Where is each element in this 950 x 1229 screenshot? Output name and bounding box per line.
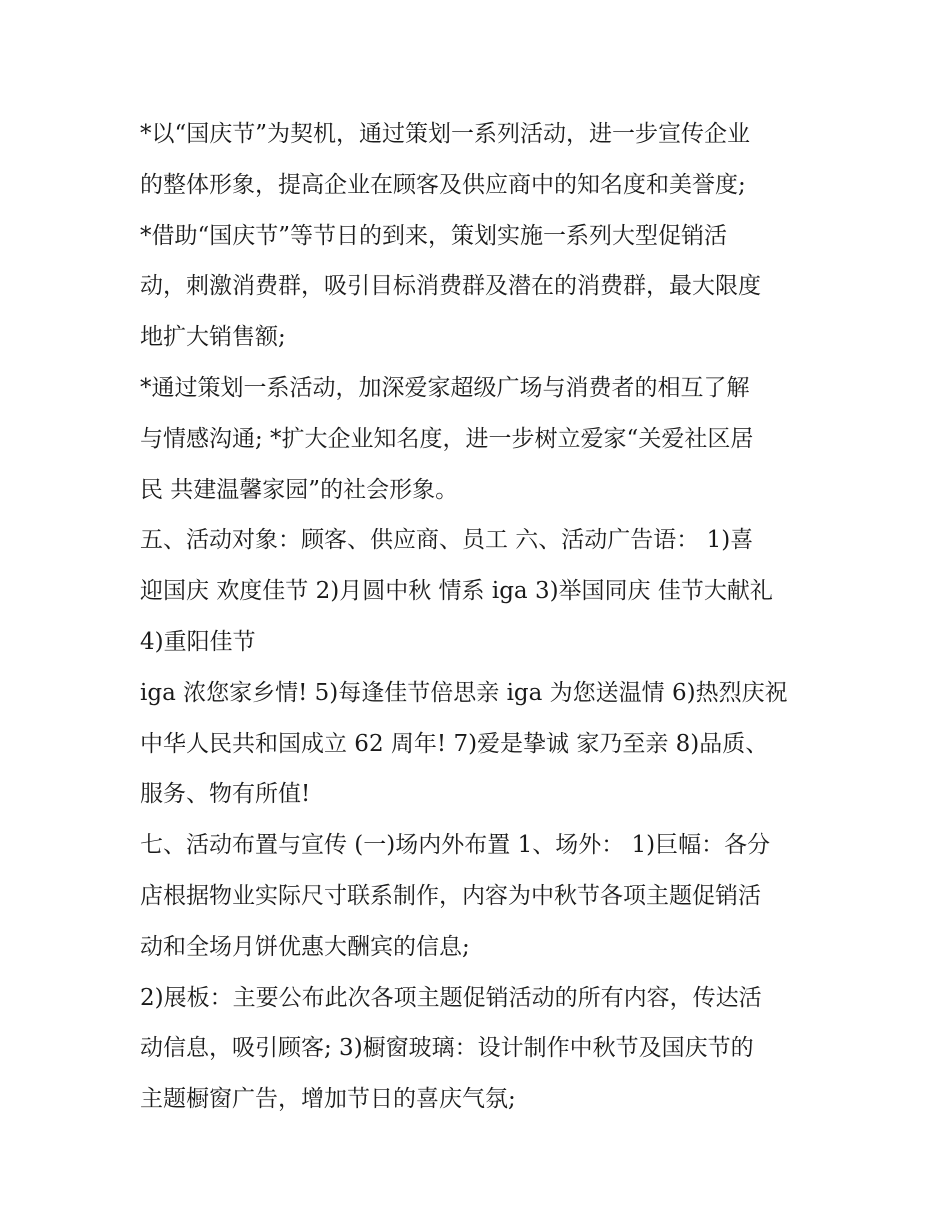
text-line: 中华人民共和国成立 62 周年! 7)爱是挚诚 家乃至亲 8)品质、 [140,730,769,757]
text-line: 的整体形象，提高企业在顾客及供应商中的知名度和美誉度; [140,171,746,198]
document-body [140,109,820,1125]
text-line: 店根据物业实际尺寸联系制作，内容为中秋节各项主题促销活 [140,882,761,909]
text-line: 与情感沟通; *扩大企业知名度，进一步树立爱家“关爱社区居 [140,425,754,452]
text-line: *通过策划一系活动，加深爱家超级广场与消费者的相互了解 [140,374,750,401]
text-line: 民 共建温馨家园”的社会形象。 [140,476,459,503]
text-line: 迎国庆 欢度佳节 2)月圆中秋 情系 iga 3)举国同庆 佳节大献礼 [140,578,773,605]
text-line: *以“国庆节”为契机，通过策划一系列活动，进一步宣传企业 [140,121,751,147]
text-line: 动信息，吸引顾客; 3)橱窗玻璃：设计制作中秋节及国庆节的 [140,1035,754,1062]
text-line: 动和全场月饼优惠大酬宾的信息; [140,933,470,960]
text-line: 主题橱窗广告，增加节日的喜庆气氛; [140,1086,516,1113]
text-line: 地扩大销售额; [140,324,286,351]
text-line: 五、活动对象：顾客、供应商、员工 六、活动广告语： 1)喜 [140,527,754,554]
text-line: 4)重阳佳节 [140,628,256,655]
text-line: 服务、物有所值! [140,781,311,808]
text-line: 七、活动布置与宣传 (一)场内外布置 1、场外： 1)巨幅：各分 [140,832,771,859]
text-line: iga 浓您家乡情! 5)每逢佳节倍思亲 iga 为您送温情 6)热烈庆祝 [140,679,788,706]
text-line: *借助“国庆节”等节日的到来，策划实施一系列大型促销活 [140,222,728,249]
text-line: 2)展板：主要公布此次各项主题促销活动的所有内容，传达活 [140,984,762,1011]
text-line: 动，刺激消费群，吸引目标消费群及潜在的消费群，最大限度 [140,273,761,300]
